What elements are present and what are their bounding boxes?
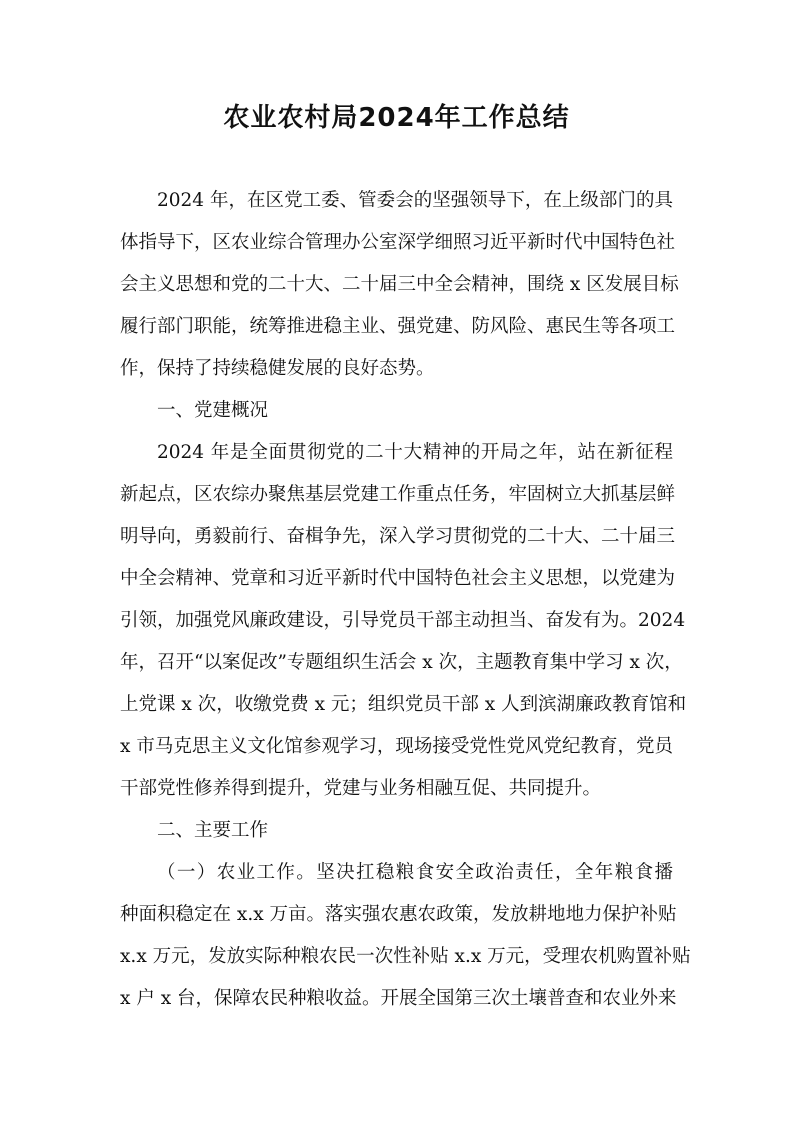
paragraph-line: 明导向，勇毅前行、奋楫争先，深入学习贯彻党的二十大、二十届三 <box>120 526 676 547</box>
paragraph-line: 种面积稳定在 x.x 万亩。落实强农惠农政策，发放耕地地力保护补贴 <box>120 904 677 925</box>
paragraph-line: 体指导下，区农业综合管理办公室深学细照习近平新时代中国特色社 <box>120 232 676 253</box>
paragraph-line: 上党课 x 次，收缴党费 x 元；组织党员干部 x 人到滨湖廉政教育馆和 <box>120 694 687 715</box>
paragraph-line: 中全会精神、党章和习近平新时代中国特色社会主义思想，以党建为 <box>120 568 676 589</box>
section-heading: 一、党建概况 <box>157 400 269 421</box>
paragraph-line: （一）农业工作。坚决扛稳粮食安全政治责任，全年粮食播 <box>157 862 673 883</box>
paragraph-line: 2024 年是全面贯彻党的二十大精神的开局之年，站在新征程 <box>157 442 673 463</box>
paragraph-line: 会主义思想和党的二十大、二十届三中全会精神，围绕 x 区发展目标 <box>120 274 679 295</box>
paragraph-line: 干部党性修养得到提升，党建与业务相融互促、共同提升。 <box>120 778 602 799</box>
paragraph-line: 引领，加强党风廉政建设，引导党员干部主动担当、奋发有为。2024 <box>120 610 686 631</box>
paragraph-line: x.x 万元，发放实际种粮农民一次性补贴 x.x 万元，受理农机购置补贴 <box>120 946 691 967</box>
paragraph-line: 新起点，区农综办聚焦基层党建工作重点任务，牢固树立大抓基层鲜 <box>120 484 676 505</box>
section-heading: 二、主要工作 <box>157 820 269 841</box>
paragraph-line: x 户 x 台，保障农民种粮收益。开展全国第三次土壤普查和农业外来 <box>120 988 677 1009</box>
paragraph-line: 年，召开“以案促改”专题组织生活会 x 次，主题教育集中学习 x 次， <box>120 652 683 673</box>
paragraph-line: 履行部门职能，统筹推进稳主业、强党建、防风险、惠民生等各项工 <box>120 316 676 337</box>
document-title: 农业农村局2024年工作总结 <box>223 103 570 133</box>
paragraph-line: 2024 年，在区党工委、管委会的坚强领导下，在上级部门的具 <box>157 190 673 211</box>
paragraph-line: x 市马克思主义文化馆参观学习，现场接受党性党风党纪教育，党员 <box>120 736 673 757</box>
paragraph-line: 作，保持了持续稳健发展的良好态势。 <box>120 358 435 379</box>
